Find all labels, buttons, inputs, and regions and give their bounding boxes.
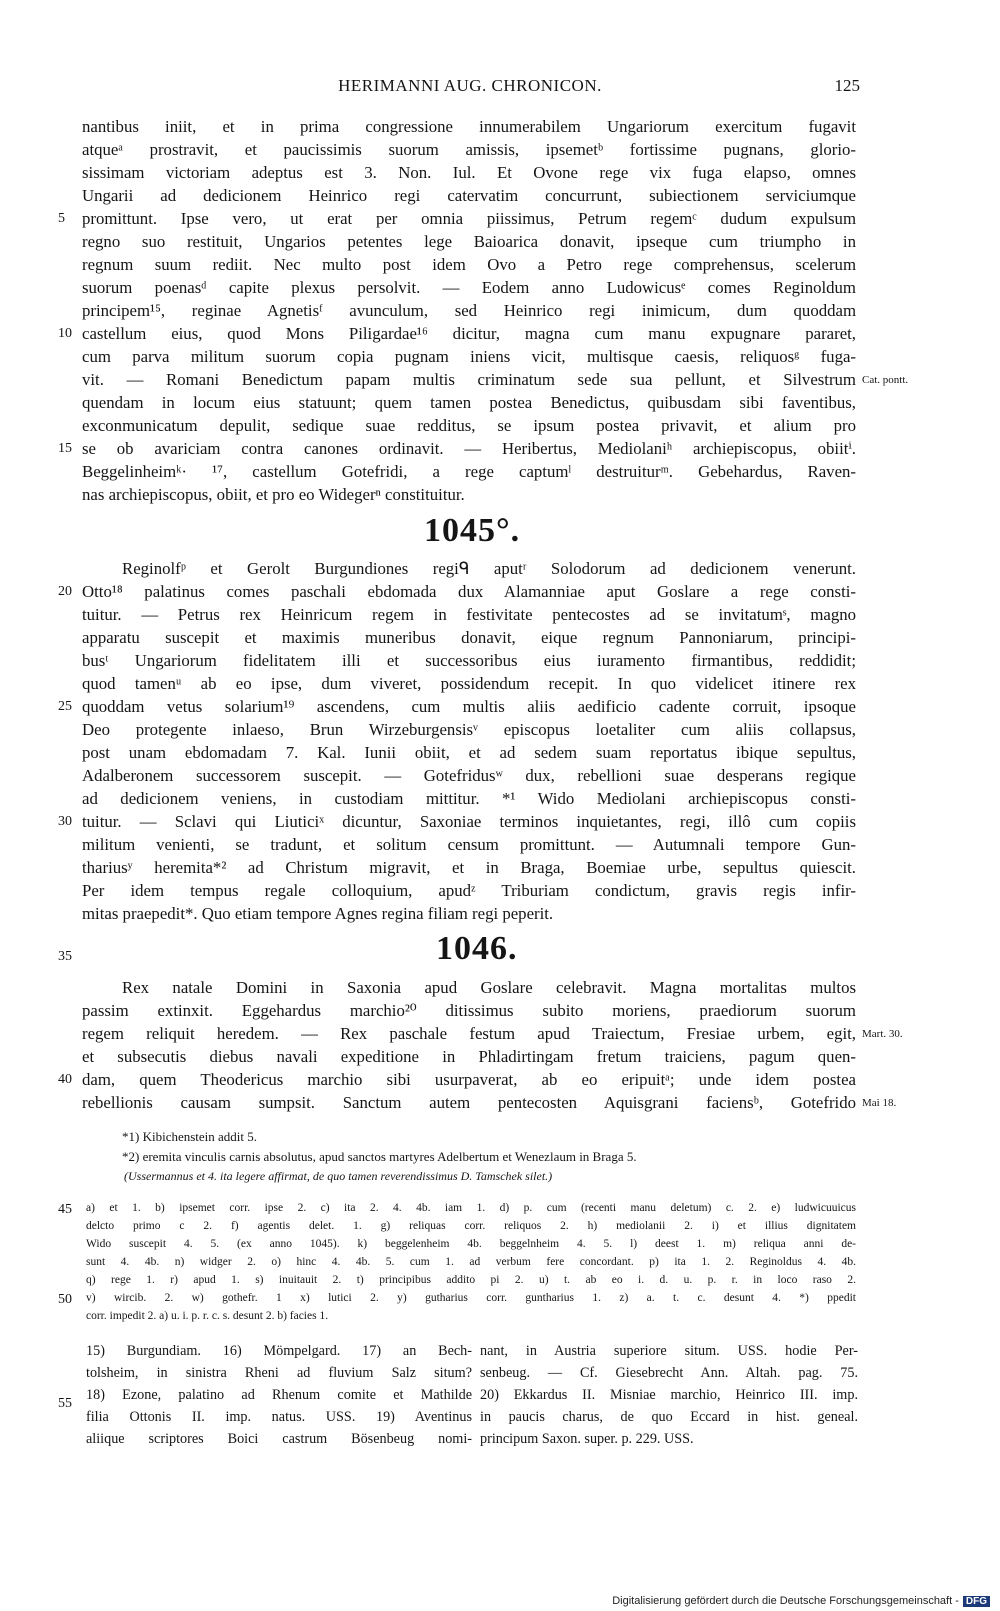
note-line: senbeug. — Cf. Giesebrecht Ann. Altah. pag. 75. (480, 1365, 858, 1381)
text-line: et subsecutis diebus navali expeditione in Phladirtingam fretum traiciens, pagum quen- (82, 1047, 856, 1066)
line-number: 25 (58, 699, 72, 714)
line-number: 30 (58, 814, 72, 829)
text-line: castellum eius, quod Mons Piligardae¹⁶ dicitur, magna cum manu expugnare pararet, (82, 324, 856, 343)
apparatus-line: corr. impedit 2. a) u. i. p. r. c. s. desunt 2. b) facies 1. (86, 1310, 329, 1322)
running-header (80, 76, 860, 104)
margin-note: Mart. 30. (862, 1028, 903, 1040)
star-note: *1) Kibichenstein addit 5. (122, 1129, 258, 1144)
line-number: 45 (58, 1202, 72, 1217)
digitization-credit (612, 1595, 990, 1607)
text-line: promittunt. Ipse vero, ut erat per omnia piissimus, Petrum regemᶜ dudum expulsum (82, 209, 856, 228)
apparatus-line: v) wircib. 2. w) gothefr. 1 x) lutici 2. y) gutharius corr. guntharius 1. z) a. t. c. desunt 4. *) ppedit (86, 1292, 856, 1304)
line-number: 15 (58, 441, 72, 456)
apparatus-line: delcto primo c 2. f) agentis delet. 1. g) reliquas corr. reliquos 2. h) mediolanii 2. i) et illius dignitatem (86, 1220, 856, 1232)
star-note: (Ussermannus et 4. ita legere affirmat, de quo tamen reverendissimus D. Tamschek silet.) (124, 1169, 553, 1183)
page-number: 125 (834, 76, 860, 95)
text-line: nas archiepiscopus, obiit, et pro eo Widegerⁿ constituitur. (82, 485, 465, 504)
text-line: busᵗ Ungariorum fidelitatem illi et successoribus eius iuramento firmantibus, reddidit; (82, 651, 856, 670)
text-line: Deo protegente inlaeso, Brun Wirzeburgensisᵛ episcopus loetaliter cum aliis collapsus, (82, 720, 856, 739)
note-line: 20) Ekkardus II. Misniae marchio, Heinrico III. imp. (480, 1387, 858, 1403)
year-heading-1046: 1046. (436, 930, 518, 967)
text-line: quod tamenᵘ ab eo ipse, dum viveret, possidendum recepit. In quo videlicet itinere rex (82, 674, 856, 693)
text-line: sissimam victoriam adeptus est 3. Non. Iul. Et Ovone rege vix fuga elapso, omnes (82, 163, 856, 182)
text-line: regno suo restituit, Ungarios petentes lege Baioarica donavit, ipseque cum triumpho in (82, 232, 856, 251)
text-line: quoddam vetus solarium¹⁹ ascendens, cum multis aliis aedificio cadente corruit, ipsoque (82, 697, 856, 716)
credit-text: Digitalisierung gefördert durch die Deutsche Forschungsgemeinschaft - (612, 1595, 959, 1607)
apparatus-line: a) et 1. b) ipsemet corr. ipse 2. c) ita 2. 4. 4b. iam 1. d) p. cum (recenti manu deletum) c. 2. e) ludwicuuicus (86, 1202, 856, 1214)
text-line: militum venienti, se tradunt, et solitum censum promittunt. — Autumnali tempore Gun- (82, 835, 856, 854)
text-line: principem¹⁵, reginae Agnetisᶠ avunculum, sed Heinrico regi inimicum, dum quoddam (82, 301, 856, 320)
text-line: suorum poenasᵈ capite plexus persolvit. — Eodem anno Ludowicusᵉ comes Reginoldum (82, 278, 856, 297)
text-line: se ob avariciam contra canones ordinavit. — Heribertus, Mediolaniʰ archiepiscopus, obiitⁱ. (82, 439, 856, 458)
text-line: vit. — Romani Benedictum papam multis criminatum sede sua pellunt, et Silvestrum (82, 370, 856, 389)
note-line: nant, in Austria superiore situm. USS. hodie Per- (480, 1343, 858, 1359)
text-line: thariusʸ heremita*² ad Christum migravit, et in Braga, Boemiae urbe, sepultus quiescit. (82, 858, 856, 877)
text-line: cum parva militum suorum copia pugnam iniens vicit, multisque caesis, reliquosᵍ fuga- (82, 347, 856, 366)
note-line: filia Ottonis II. imp. natus. USS. 19) Aventinus (86, 1409, 472, 1425)
year-heading-1045: 1045°. (424, 512, 521, 549)
text-line: post unam ebdomadam 7. Kal. Iunii obiit, et ad sedem suam reportatus ibique sepultus, (82, 743, 856, 762)
star-note: *2) eremita vinculis carnis absolutus, apud sanctos martyres Adelbertum et Wenezlaum in Braga 5. (122, 1149, 637, 1164)
line-number: 40 (58, 1072, 72, 1087)
note-line: 15) Burgundiam. 16) Mömpelgard. 17) an Bech- (86, 1343, 472, 1359)
text-line: Reginolfᵖ et Gerolt Burgundiones regiᑫ aputʳ Solodorum ad dedicionem venerunt. (122, 559, 856, 578)
text-line: Ungarii ad dedicionem Heinrico regi catervatim concurrunt, subiectionem serviciumque (82, 186, 856, 205)
line-number: 20 (58, 584, 72, 599)
text-line: dam, quem Theodericus marchio sibi usurpaverat, ab eo eripuitᵃ; unde idem postea (82, 1070, 856, 1089)
line-number: 50 (58, 1292, 72, 1307)
text-line: passim extinxit. Eggehardus marchio²⁰ ditissimus subito moriens, praediorum suorum (82, 1001, 856, 1020)
line-number: 5 (58, 211, 65, 226)
note-line: tolsheim, in sinistra Rheni ad fluvium Salz situm? (86, 1365, 472, 1381)
text-line: rebellionis causam sumpsit. Sanctum autem pentecosten Aquisgrani faciensᵇ, Gotefrido (82, 1093, 856, 1112)
apparatus-line: Wido suscepit 4. 5. (ex anno 1045). k) beggelenheim 4b. beggelnheim 4. 5. l) deest 1. m) reliqua anni de- (86, 1238, 856, 1250)
apparatus-line: sunt 4. 4b. n) widger 2. o) hinc 4. 4b. 5. cum 1. ad verbum fere concordant. p) ita 1. 2. Reginoldus 4. 4b. (86, 1256, 856, 1268)
note-line: in paucis charus, de quo Eccard in hist. geneal. (480, 1409, 858, 1425)
text-line: exconmunicatum depulit, sedique suae redditus, se ipsum postea privavit, et alium pro (82, 416, 856, 435)
apparatus-line: q) rege 1. r) apud 1. s) inuitauit 2. t) principibus addito pi 2. u) t. ab eo i. d. u. p. r. in loco raso 2. (86, 1274, 856, 1286)
running-title: HERIMANNI AUG. CHRONICON. (338, 76, 602, 95)
text-line: Otto¹⁸ palatinus comes paschali ebdomada dux Alamanniae aput Goslare a rege consti- (82, 582, 856, 601)
text-line: tuitur. — Petrus rex Heinricum regem in festivitate pentecostes ad se invitatumˢ, magno (82, 605, 856, 624)
text-line: Adalberonem successorem suscepit. — Gotefridusʷ dux, rebellioni suae desperans regique (82, 766, 856, 785)
text-line: atqueᵃ prostravit, et paucissimis suorum amissis, ipsemetᵇ fortissime pugnans, glorio- (82, 140, 856, 159)
text-line: regem reliquit heredem. — Rex paschale festum apud Traiectum, Fresiae urbem, egit, (82, 1024, 856, 1043)
note-line: aliique scriptores Boici castrum Bösenbeug nomi- (86, 1431, 472, 1447)
text-line: tuitur. — Sclavi qui Liuticiˣ dicuntur, Saxoniae terminos inquietantes, regi, illô cum copiis (82, 812, 856, 831)
text-line: Rex natale Domini in Saxonia apud Goslare celebravit. Magna mortalitas multos (122, 978, 856, 997)
dfg-logo: DFG (963, 1596, 990, 1607)
margin-note: Cat. pontt. (862, 374, 909, 386)
line-number: 35 (58, 949, 72, 964)
text-line: regnum suum rediit. Nec multo post idem Ovo a Petro rege comprehensus, scelerum (82, 255, 856, 274)
text-line: Beggelinheimᵏ· ¹⁷, castellum Gotefridi, a rege captumˡ destruiturᵐ. Gebehardus, Raven- (82, 462, 856, 481)
text-line: quendam in locum eius statuunt; quem tamen postea Benedictus, quibusdam sibi faventibus, (82, 393, 856, 412)
text-line: apparatu suscepit et maximis muneribus donavit, eique regnum Pannoniarum, principi- (82, 628, 856, 647)
line-number: 55 (58, 1396, 72, 1411)
margin-note: Mai 18. (862, 1097, 897, 1109)
text-line: mitas praepedit*. Quo etiam tempore Agnes regina filiam regi peperit. (82, 904, 554, 923)
note-line: principum Saxon. super. p. 229. USS. (480, 1431, 694, 1447)
text-line: nantibus iniit, et in prima congressione innumerabilem Ungariorum exercitum fugavit (82, 117, 856, 136)
text-line: ad dedicionem veniens, in custodiam mittitur. *¹ Wido Mediolani archiepiscopus consti- (82, 789, 856, 808)
text-line: Per idem tempus regale colloquium, apudᶻ Triburiam condictum, gravis regis infir- (82, 881, 856, 900)
note-line: 18) Ezone, palatino ad Rhenum comite et Mathilde (86, 1387, 472, 1403)
line-number: 10 (58, 326, 72, 341)
